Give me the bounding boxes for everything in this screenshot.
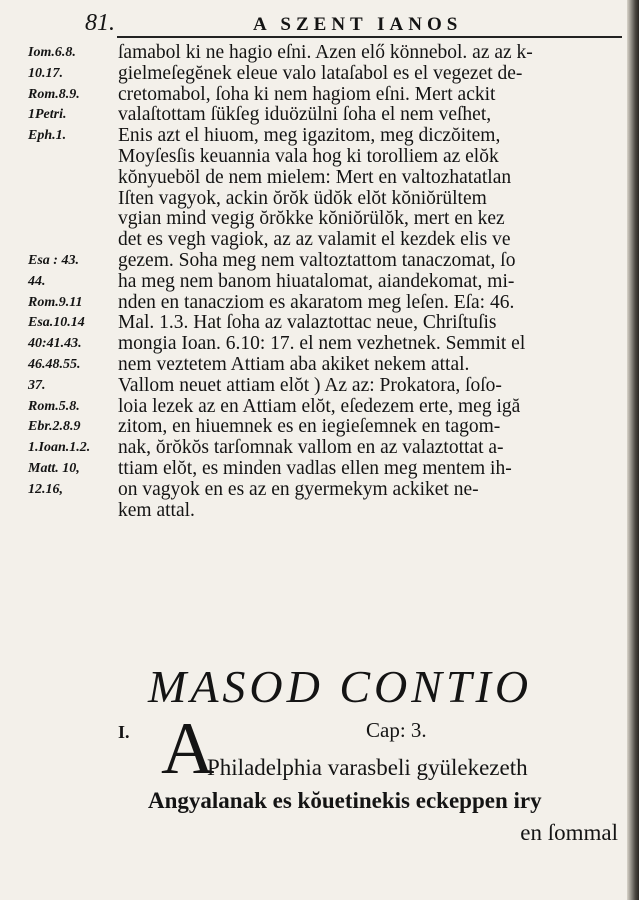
text-line: cretomabol, ſoha ki nem hagiom eſni. Mert ackit bbox=[118, 84, 496, 105]
margin-ref: Eph.1. bbox=[28, 128, 67, 144]
text-line: zitom, en hiuemnek es en iegieſemnek en tagom- bbox=[118, 417, 501, 438]
margin-ref: Esa.10.14 bbox=[28, 315, 85, 331]
margin-ref: 1.Ioan.1.2. bbox=[28, 440, 91, 456]
text-line: kŏnyueböl de nem mielem: Mert en valtozhatatlan bbox=[118, 167, 512, 188]
running-head: A SZENT IANOS bbox=[253, 14, 463, 35]
margin-ref: Matt. 10, bbox=[28, 460, 80, 476]
text-line: det es vegh vagiok, az az valamit el kezdek elis ve bbox=[118, 230, 511, 251]
text-line: Philadelphia varasbeli gyülekezeth bbox=[207, 755, 528, 780]
section-title: MASOD CONTIO bbox=[148, 661, 533, 712]
margin-ref: Rom.5.8. bbox=[28, 398, 80, 414]
header-rule bbox=[117, 36, 622, 38]
text-line: Iſten vagyok, ackin ŏrŏk üdŏk elŏt kŏniŏrültem bbox=[118, 188, 487, 209]
margin-ref bbox=[28, 168, 123, 189]
text-line: en ſommal bbox=[520, 820, 618, 845]
text-line: nem veztetem Attiam aba akiket nekem attal. bbox=[118, 354, 470, 375]
text-line: kem attal. bbox=[118, 500, 195, 521]
chapter-label: Cap: 3. bbox=[366, 718, 427, 742]
margin-ref: Ebr.2.8.9 bbox=[28, 419, 81, 435]
body-text bbox=[118, 43, 623, 521]
text-line: valaſtottam ſükſeg iduözülni ſoha el nem veſhet, bbox=[118, 105, 492, 126]
text-line: on vagyok en es az en gyermekym ackiket ne- bbox=[118, 479, 479, 500]
margin-ref: 46.48.55. bbox=[28, 356, 81, 372]
margin-ref bbox=[28, 501, 123, 522]
margin-ref: 44. bbox=[28, 273, 46, 289]
page-header bbox=[85, 8, 625, 40]
margin-ref: 12.16, bbox=[28, 481, 63, 497]
margin-ref bbox=[28, 189, 123, 210]
drop-cap: A bbox=[161, 708, 215, 790]
margin-ref bbox=[28, 209, 123, 230]
margin-ref: 1Petri. bbox=[28, 107, 67, 123]
text-line: vgian mind vegig ŏrŏkke kŏniŏrülŏk, mert en kez bbox=[118, 209, 505, 230]
margin-ref: Rom.8.9. bbox=[28, 86, 80, 102]
text-line: nak, ŏrŏkŏs tarſomnak vallom en az valaztottat a- bbox=[118, 438, 504, 459]
margin-references bbox=[28, 43, 123, 542]
text-line: Vallom neuet attiam elŏt ) Az az: Prokatora, ſoſo- bbox=[118, 375, 502, 396]
margin-ref: 40:41.43. bbox=[28, 336, 82, 352]
margin-ref bbox=[28, 521, 123, 542]
margin-ref: Esa : 43. bbox=[28, 252, 79, 268]
section-number: I. bbox=[118, 722, 130, 742]
text-line: Enis azt el hiuom, meg igazitom, meg diczŏitem, bbox=[118, 126, 501, 147]
text-line: ttiam elŏt, es minden vadlas ellen meg mentem ih- bbox=[118, 458, 512, 479]
opening-paragraph bbox=[148, 785, 618, 849]
text-line: Moyſesſis keuannia vala hog ki torolliem az elŏk bbox=[118, 146, 499, 167]
text-line: loia lezek az en Attiam elŏt, eſedezem erte, meg igă bbox=[118, 396, 521, 417]
margin-ref: Iom.6.8. bbox=[28, 45, 76, 60]
text-line: gielmeſegĕnek eleue valo lataſabol es el vegezet de- bbox=[118, 63, 523, 84]
margin-ref bbox=[28, 147, 123, 168]
text-line: mongia Ioan. 6.10: 17. el nem vezhetnek. Semmit el bbox=[118, 334, 526, 355]
margin-ref: 37. bbox=[28, 377, 46, 393]
text-line: Mal. 1.3. Hat ſoha az valaztottac neue, Chriſtuſis bbox=[118, 313, 497, 334]
text-line: ha meg nem banom hiuatalomat, aiandekomat, mi- bbox=[118, 271, 515, 292]
margin-ref: Rom.9.11 bbox=[28, 294, 83, 310]
text-line: Angyalanak es kŏuetinekis eckeppen iry bbox=[148, 788, 542, 813]
text-line: nden en tanacziom es akaratom meg leſen. Eſa: 46. bbox=[118, 292, 515, 313]
margin-ref bbox=[28, 230, 123, 251]
opening-line bbox=[207, 752, 528, 784]
page-edge bbox=[627, 0, 639, 900]
page-number: 81. bbox=[85, 10, 115, 36]
text-line: ſamabol ki ne hagio eſni. Azen elő könnebol. az az k- bbox=[118, 43, 533, 63]
text-line: gezem. Soha meg nem valtoztattom tanaczomat, ſo bbox=[118, 250, 516, 271]
margin-ref: 10.17. bbox=[28, 65, 63, 81]
